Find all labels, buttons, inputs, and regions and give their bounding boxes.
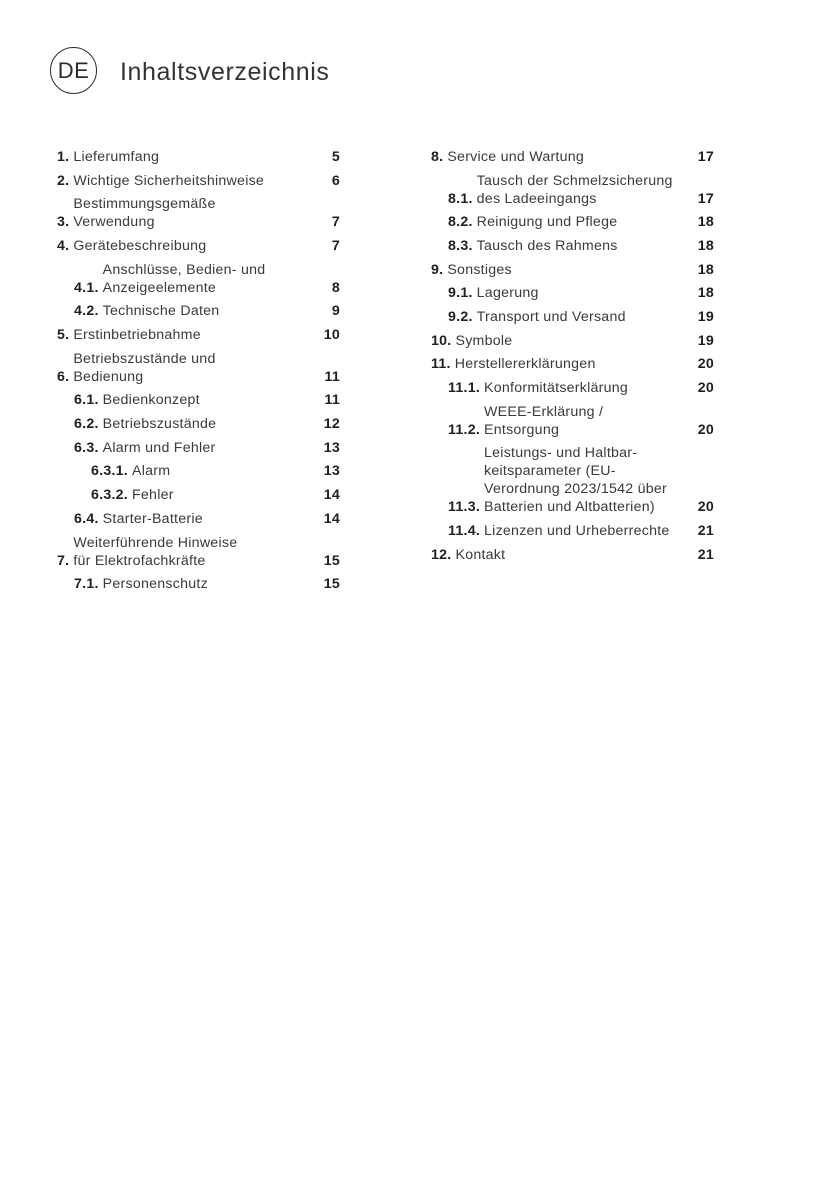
toc-entry-title: Gerätebeschreibung — [73, 238, 207, 254]
toc-entry-title: Konformitätserklärung — [484, 380, 629, 396]
toc-entry-page: 18 — [697, 238, 714, 254]
toc-entry-page: 18 — [697, 285, 714, 301]
toc-entry-number: 6.3.1. — [91, 463, 128, 479]
toc-entry[interactable] — [431, 522, 714, 540]
toc-entry-title: Sonstiges — [447, 262, 512, 278]
toc-entry-page: 15 — [323, 576, 340, 592]
toc-entry-page: 17 — [697, 191, 714, 207]
toc-entry[interactable] — [57, 326, 340, 344]
toc-entry-page: 18 — [697, 214, 714, 230]
toc-entry-page: 15 — [323, 553, 340, 569]
toc-entry[interactable] — [431, 403, 714, 439]
toc-entry-title: Lizenzen und Urheberrechte — [484, 523, 670, 539]
toc-entry-page: 18 — [697, 262, 714, 278]
toc-entry[interactable] — [57, 510, 340, 528]
toc-entry[interactable] — [431, 284, 714, 302]
language-badge — [50, 47, 97, 94]
toc-entry[interactable] — [57, 148, 340, 166]
toc-entry-number: 11.4. — [448, 523, 481, 539]
toc-entry-title: Bestimmungsgemäße Verwendung — [73, 196, 216, 230]
toc-entry[interactable] — [431, 332, 714, 350]
toc-entry-page: 12 — [323, 416, 340, 432]
toc-entry-number: 11.1. — [448, 380, 481, 396]
toc-entry-page: 8 — [331, 280, 340, 296]
toc-entry-page: 20 — [697, 356, 714, 372]
toc-entry-title: Bedienkonzept — [102, 392, 200, 408]
toc-entry-page: 6 — [331, 173, 340, 189]
toc-entry[interactable] — [57, 350, 340, 386]
toc-entry-number: 9.2. — [448, 309, 473, 325]
toc-entry-page: 20 — [697, 499, 714, 515]
toc-entry-title: Lagerung — [476, 285, 539, 301]
toc-entry-number: 6. — [57, 369, 70, 385]
toc-entry[interactable] — [431, 261, 714, 279]
toc-entry-title: Lieferumfang — [73, 149, 160, 165]
toc-entry-page: 7 — [331, 238, 340, 254]
toc-entry-number: 5. — [57, 327, 70, 343]
toc-entry-title: Personenschutz — [102, 576, 208, 592]
toc-entry[interactable] — [57, 302, 340, 320]
toc-entry-title: Tausch des Rahmens — [476, 238, 618, 254]
toc-entry[interactable] — [57, 462, 340, 480]
toc-entry-title: Starter-Batterie — [102, 511, 203, 527]
toc-column-right — [431, 148, 714, 564]
toc-entry[interactable] — [431, 355, 714, 373]
toc-entry-title: Wichtige Sicherheitshinweise — [73, 173, 265, 189]
toc-entry-page: 13 — [323, 440, 340, 456]
toc-entry[interactable] — [431, 308, 714, 326]
toc-entry-number: 9.1. — [448, 285, 473, 301]
toc-entry-title: Symbole — [455, 333, 513, 349]
toc-entry-page: 19 — [697, 333, 714, 349]
toc-entry[interactable] — [57, 237, 340, 255]
toc-entry-page: 5 — [331, 149, 340, 165]
toc-entry-title: Weiterführende Hinweise für Elektrofachkräfte — [73, 535, 238, 569]
toc-entry-number: 6.1. — [74, 392, 99, 408]
toc-column-left — [57, 148, 340, 593]
toc-entry[interactable] — [431, 546, 714, 564]
page-title: Inhaltsverzeichnis — [120, 58, 330, 86]
toc-entry-number: 11.2. — [448, 422, 481, 438]
toc-entry-number: 7.1. — [74, 576, 99, 592]
toc-entry[interactable] — [57, 575, 340, 593]
toc-entry-page: 17 — [697, 149, 714, 165]
toc-entry-page: 14 — [323, 511, 340, 527]
toc-entry-title: Service und Wartung — [447, 149, 585, 165]
toc-entry-number: 1. — [57, 149, 70, 165]
toc-entry-number: 4. — [57, 238, 70, 254]
toc-entry[interactable] — [57, 261, 340, 297]
toc-entry-number: 11. — [431, 356, 451, 372]
toc-entry-number: 4.2. — [74, 303, 99, 319]
toc-entry-number: 8. — [431, 149, 444, 165]
toc-entry[interactable] — [431, 237, 714, 255]
toc-entry[interactable] — [431, 148, 714, 166]
toc-entry-page: 20 — [697, 380, 714, 396]
toc-entry-title: Alarm — [132, 463, 171, 479]
toc-entry[interactable] — [57, 534, 340, 570]
toc-entry-page: 11 — [324, 369, 340, 385]
toc-entry-title: Kontakt — [455, 547, 506, 563]
toc-entry-title: Transport und Versand — [476, 309, 626, 325]
toc-entry-number: 6.3. — [74, 440, 99, 456]
toc-entry-page: 20 — [697, 422, 714, 438]
toc-entry-number: 6.4. — [74, 511, 99, 527]
toc-entry[interactable] — [57, 172, 340, 190]
toc-entry-page: 10 — [323, 327, 340, 343]
toc-entry-title: Betriebszustände und Bedienung — [73, 351, 216, 385]
toc-entry-number: 11.3. — [448, 499, 481, 515]
toc-entry-page: 13 — [323, 463, 340, 479]
toc-entry-number: 8.2. — [448, 214, 473, 230]
toc-entry-page: 19 — [697, 309, 714, 325]
language-code: DE — [57, 57, 90, 83]
toc-entry-number: 8.3. — [448, 238, 473, 254]
toc-entry-title: WEEE-Erklärung / Entsorgung — [484, 404, 604, 438]
toc-entry-title: Anschlüsse, Bedien- und Anzeigeelemente — [102, 262, 266, 296]
toc-entry-title: Fehler — [132, 487, 174, 503]
toc-entry-title: Reinigung und Pflege — [476, 214, 618, 230]
toc-entry-title: Technische Daten — [102, 303, 220, 319]
toc-entry-number: 2. — [57, 173, 70, 189]
toc-entry-page: 21 — [697, 523, 714, 539]
toc-entry[interactable] — [431, 172, 714, 208]
toc-entry[interactable] — [57, 391, 340, 409]
toc-entry-title: Betriebszustände — [102, 416, 217, 432]
toc-entry[interactable] — [57, 486, 340, 504]
toc-entry-title: Herstellererklärungen — [454, 356, 596, 372]
toc-entry-page: 11 — [324, 392, 340, 408]
toc-entry-title: Erstinbetriebnahme — [73, 327, 201, 343]
toc-entry-page: 21 — [697, 547, 714, 563]
toc-entry[interactable] — [431, 213, 714, 231]
toc-entry-number: 7. — [57, 553, 70, 569]
toc-entry-number: 10. — [431, 333, 452, 349]
toc-entry[interactable] — [57, 415, 340, 433]
toc-entry[interactable] — [57, 439, 340, 457]
toc-entry-number: 8.1. — [448, 191, 473, 207]
toc-entry-number: 3. — [57, 214, 70, 230]
toc-entry-number: 4.1. — [74, 280, 99, 296]
toc-entry-number: 9. — [431, 262, 444, 278]
toc-entry-page: 14 — [323, 487, 340, 503]
toc-entry-number: 6.3.2. — [91, 487, 128, 503]
toc-entry-title: Tausch der Schmelzsicherung des Ladeeingangs — [476, 173, 673, 207]
toc-entry[interactable] — [431, 444, 714, 516]
toc-entry-page: 9 — [331, 303, 340, 319]
toc-entry[interactable] — [57, 195, 340, 231]
toc-entry-title: Leistungs- und Haltbar- keitsparameter (EU- Verordnung 2023/1542 über Batterien und Altbatterien) — [484, 445, 667, 515]
toc-entry-title: Alarm und Fehler — [102, 440, 216, 456]
toc-entry-number: 12. — [431, 547, 452, 563]
toc-entry-number: 6.2. — [74, 416, 99, 432]
toc-entry-page: 7 — [331, 214, 340, 230]
toc-entry[interactable] — [431, 379, 714, 397]
